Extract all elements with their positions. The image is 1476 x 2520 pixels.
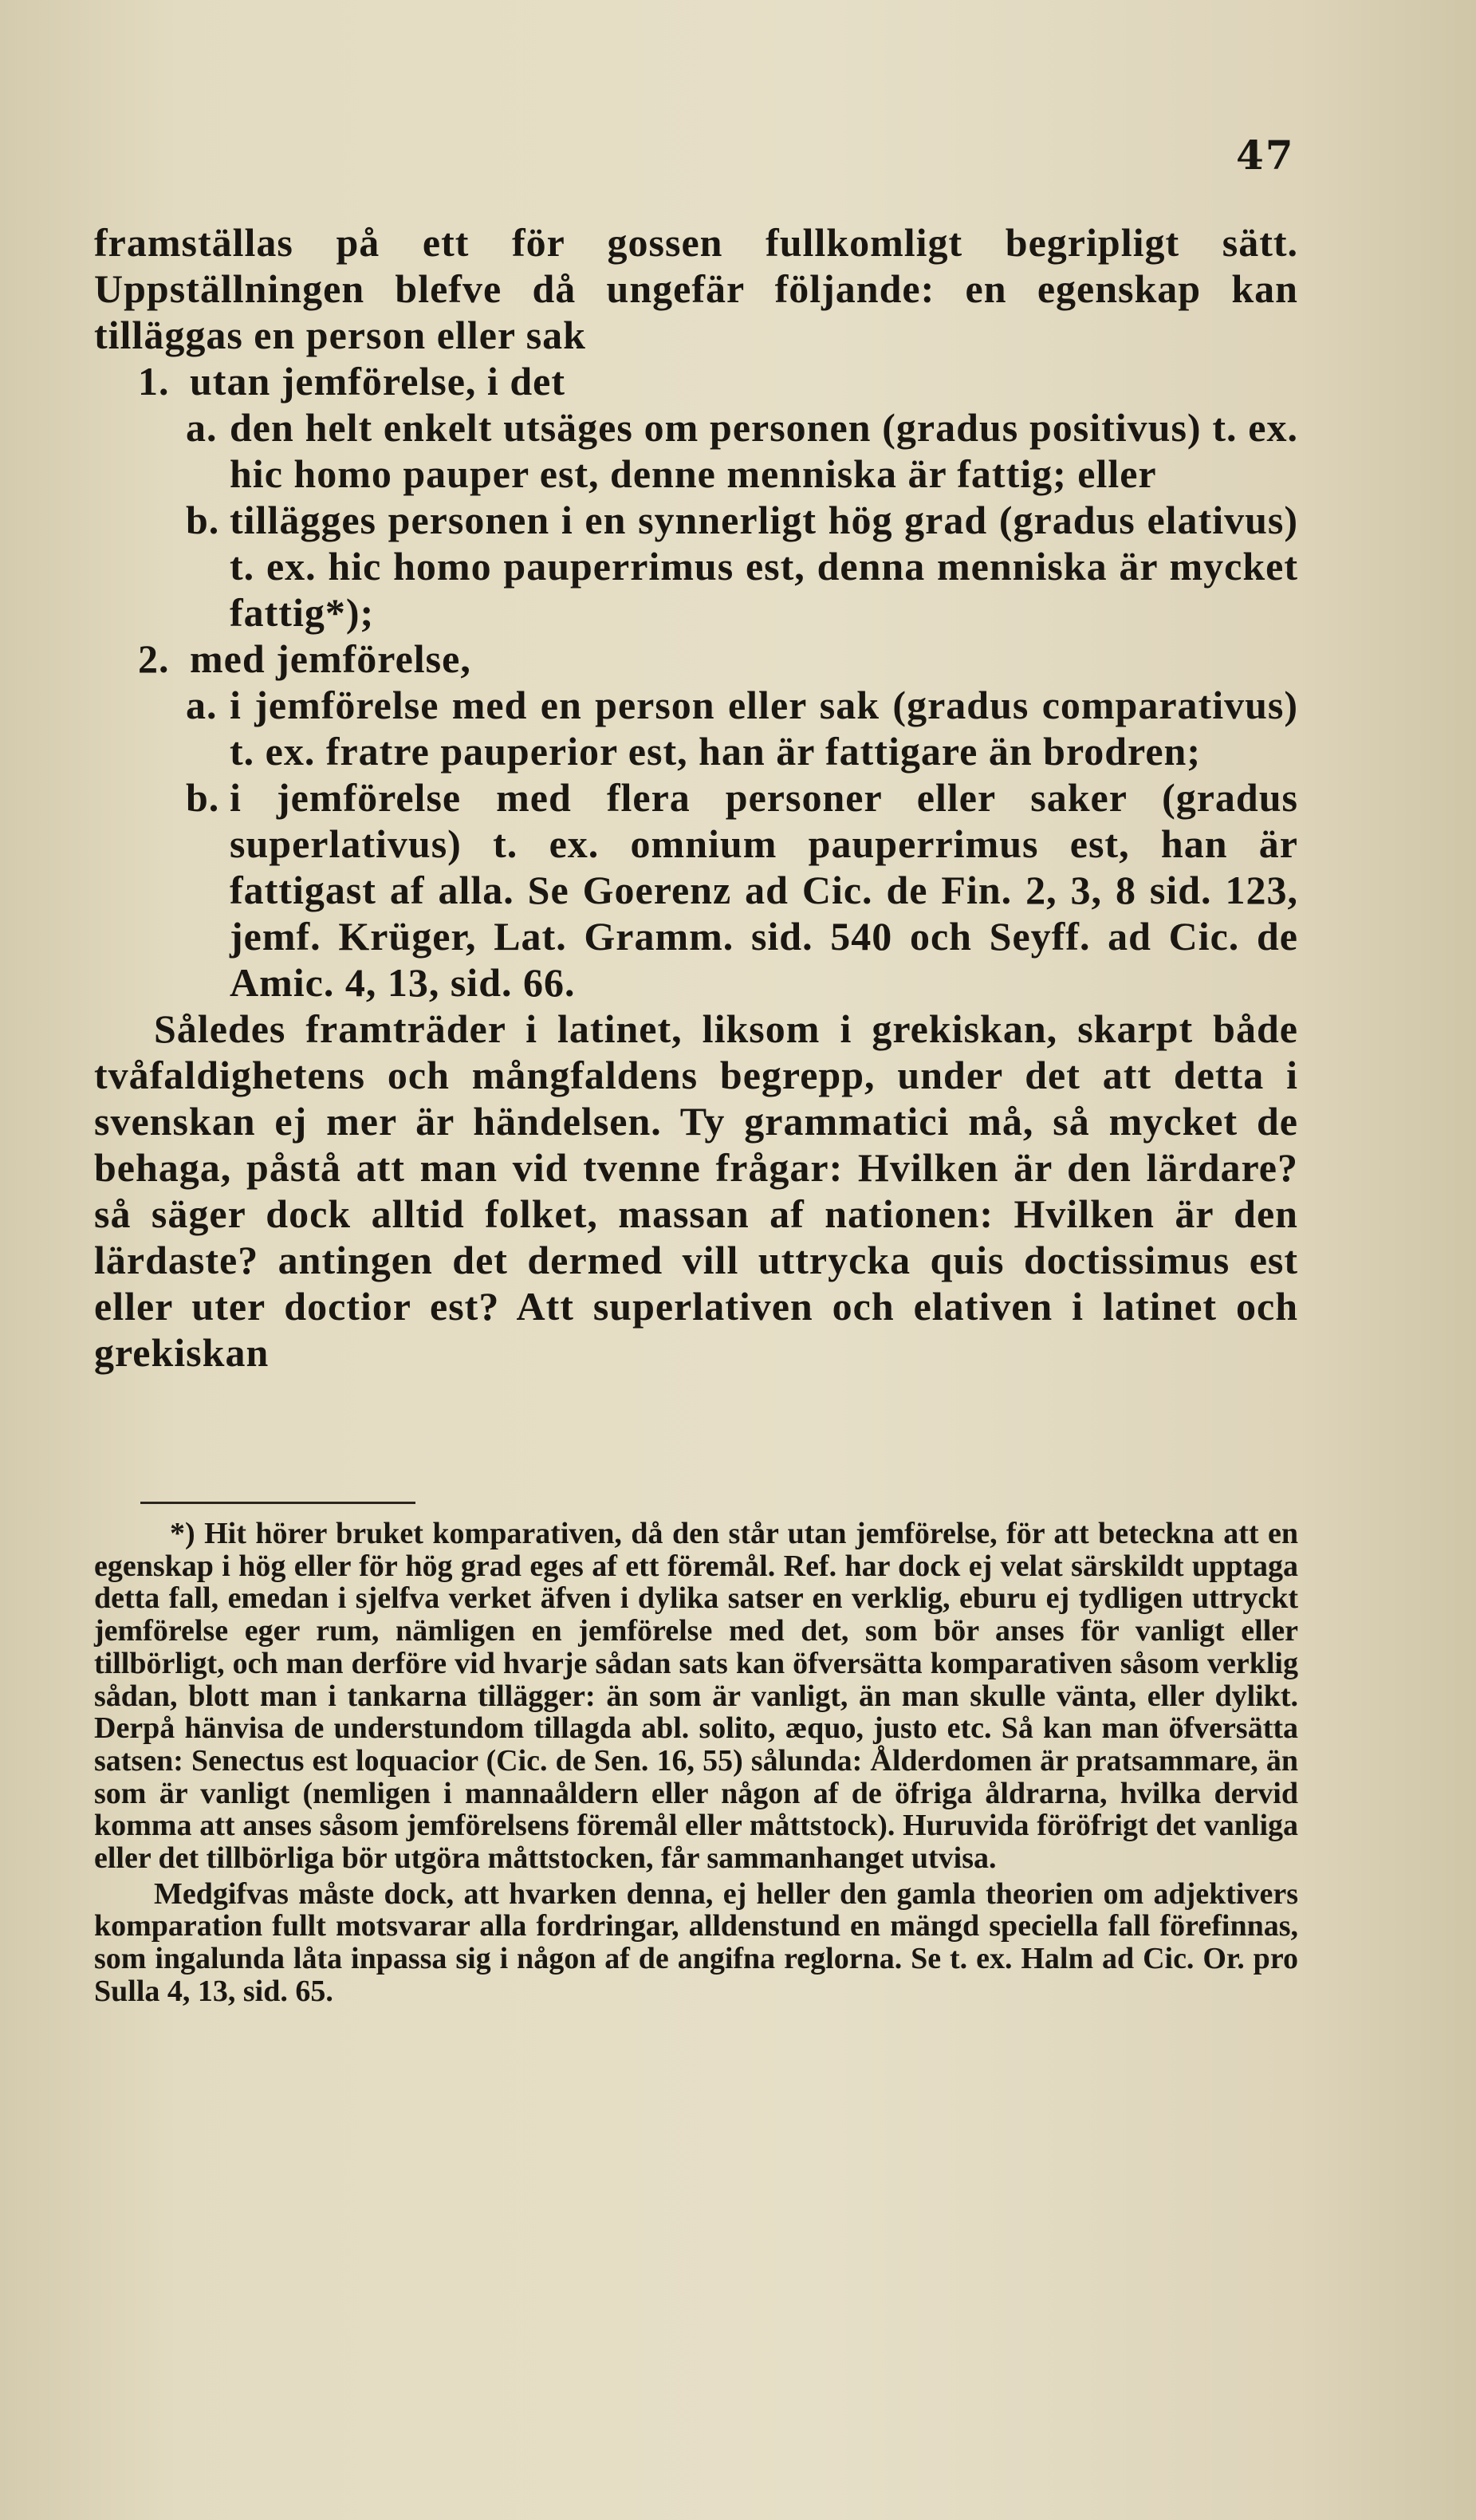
list-text: den helt enkelt utsäges om personen (gradus positivus) t. ex. hic homo pauper est, denne menniska är fattig; eller [230, 405, 1298, 496]
list-text: i jemförelse med en person eller sak (gradus comparativus) t. ex. fratre pauperior est, han är fattigare än brodren; [230, 683, 1298, 774]
list-marker: 2. [138, 636, 170, 681]
footnote-divider [140, 1502, 415, 1504]
list-marker: a. [186, 683, 218, 727]
footnotes [94, 1518, 1298, 2008]
list-item-2 [94, 636, 1298, 682]
list-item-1 [94, 358, 1298, 404]
list-item-2b [94, 774, 1298, 1006]
footnote-2: Medgifvas måste dock, att hvarken denna, ej heller den gamla theorien om adjektivers komparation fullt motsvarar alla fordringar, alldenstund en mängd speciella fall förefinnas, som ingalunda låta inpassa sig i någon af de angifna reglorna. Se t. ex. Halm ad Cic. Or. pro Sulla 4, 13, sid. 65. [94, 1876, 1298, 2008]
list-text: i jemförelse med flera personer eller saker (gradus superlativus) t. ex. omnium pauperrimus est, han är fattigast af alla. Se Goerenz ad Cic. de Fin. 2, 3, 8 sid. 123, jemf. Krüger, Lat. Gramm. sid. 540 och Seyff. ad Cic. de Amic. 4, 13, sid. 66. [230, 775, 1298, 1005]
list-item-1a [94, 404, 1298, 497]
footnote-1: *) Hit hörer bruket komparativen, då den står utan jemförelse, för att beteckna att en egenskap i hög eller för hög grad eges af ett föremål. Ref. har dock ej velat särskildt upptaga detta fall, emedan i sjelfva verket äfven i dylika satser en verklig, eburu ej tydligen uttryckt jemförelse eger rum, nämligen en jemförelse med det, som bör anses för vanligt eller tillbörligt, och man derföre vid hvarje sådan sats kan öfversätta komparativen såsom verklig sådan, blott man i tankarna tillägger: än som är vanligt, än man skulle vänta, eller dylikt. Derpå hänvisa de understundom tillagda abl. solito, æquo, justo etc. Så kan man öfversätta satsen: Senectus est loquacior (Cic. de Sen. 16, 55) sålunda: Ålderdomen är pratsammare, än som är vanligt (nemligen i mannaåldern eller någon af de öfriga åldrarna, hvilka dervid komma att anses såsom jemförelsens föremål eller måttstock). Huruvida föröfrigt det vanliga eller det tillbörliga bör utgöra måttstocken, får sammanhanget utvisa. [94, 1517, 1298, 1876]
list-marker: b. [186, 498, 220, 542]
list-marker: a. [186, 405, 218, 450]
body-paragraph: Således framträder i latinet, liksom i grekiskan, skarpt både tvåfaldighetens och mångfaldens begrepp, under det att detta i svenskan ej mer är händelsen. Ty grammatici må, så mycket de behaga, påstå att man vid tvenne frågar: Hvilken är den lärdare? så säger dock alltid folket, massan af nationen: Hvilken är den lärdaste? antingen det dermed vill uttrycka quis doctissimus est eller uter doctior est? Att superlativen och elativen i latinet och grekiskan [94, 1006, 1298, 1375]
list-text: tillägges personen i en synnerligt hög grad (gradus elativus) t. ex. hic homo pauperrimus est, denna menniska är mycket fattig*); [230, 498, 1298, 635]
list-marker: b. [186, 775, 220, 820]
list-marker: 1. [138, 359, 170, 404]
list-item-2a [94, 682, 1298, 774]
list-text: utan jemförelse, i det [190, 359, 565, 404]
list-item-1b [94, 497, 1298, 636]
main-text [94, 219, 1298, 1376]
intro-paragraph: framställas på ett för gossen fullkomligt begripligt sätt. Uppställningen blefve då ungefär följande: en egenskap kan tilläggas en person eller sak [94, 220, 1298, 357]
list-text: med jemförelse, [190, 636, 471, 681]
page-number: 47 [1236, 132, 1295, 179]
